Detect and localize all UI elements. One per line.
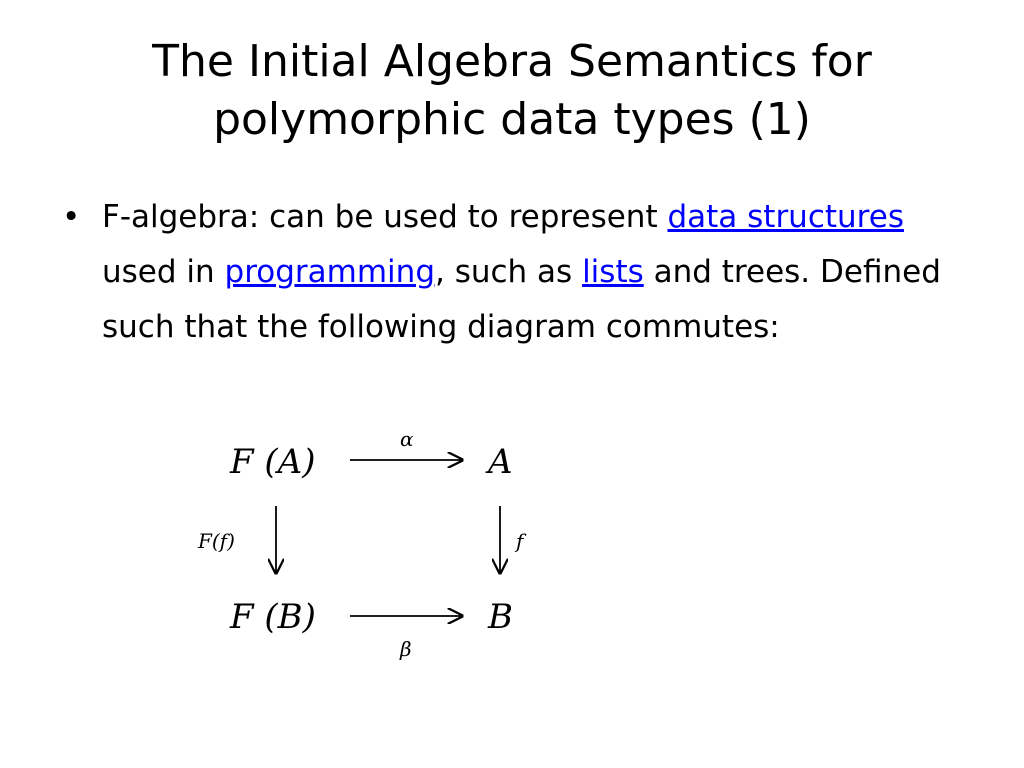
bullet-text-1: F-algebra: can be used to represent [102,199,668,235]
slide-title [60,33,964,149]
bullet-marker: • [62,199,81,235]
bullet-text-2: used in [102,254,225,290]
bullet-list [62,190,942,355]
bullet-item [62,190,942,355]
node-f-b: F (B) [230,597,316,637]
bullet-text-3: , such as [435,254,583,290]
link-data-structures[interactable]: data structures [667,199,904,235]
slide-title-line-2: polymorphic data types (1) [213,94,811,145]
bullet-text-4: and trees. Defined such that the following diagram commutes: [102,254,941,345]
commutative-diagram [190,418,550,668]
link-programming[interactable]: programming [224,254,435,290]
arrow-alpha-label: α [400,427,414,451]
arrow-f-f-label: F(f) [198,529,235,553]
arrow-beta-label: β [400,637,412,661]
node-b: B [488,597,513,637]
link-lists[interactable]: lists [582,254,644,290]
node-a: A [488,442,513,482]
slide-title-line-1: The Initial Algebra Semantics for [152,36,872,87]
arrow-f-label: f [516,529,524,553]
node-f-a: F (A) [230,442,316,482]
